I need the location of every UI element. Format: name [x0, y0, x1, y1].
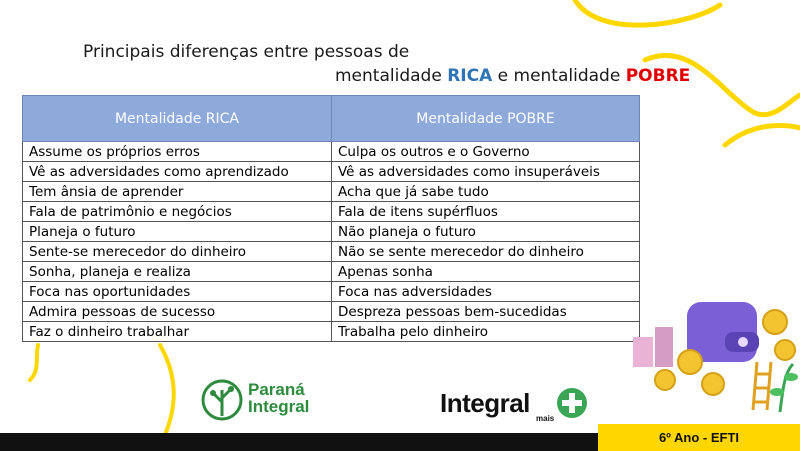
coin-icon — [775, 340, 795, 360]
integral-mais-logo: Integral — [440, 388, 530, 418]
title-middle: e mentalidade — [492, 66, 626, 86]
parana-integral-logo — [248, 381, 309, 415]
cell-pobre: Despreza pessoas bem-sucedidas — [332, 302, 640, 322]
table-row — [23, 202, 640, 222]
cell-rica: Faz o dinheiro trabalhar — [23, 322, 332, 342]
bar-icon — [633, 337, 653, 367]
table-row — [23, 182, 640, 202]
cell-rica: Fala de patrimônio e negócios — [23, 202, 332, 222]
cell-pobre: Foca nas adversidades — [332, 282, 640, 302]
cell-pobre: Apenas sonha — [332, 262, 640, 282]
logo-parana-line2: Integral — [248, 397, 310, 416]
title-pobre-word: POBRE — [625, 66, 691, 86]
coin-icon — [702, 373, 724, 395]
cell-pobre: Culpa os outros e o Governo — [332, 142, 640, 162]
wallet-coins-illustration — [625, 292, 800, 417]
table-row — [23, 222, 640, 242]
cell-pobre: Não se sente merecedor do dinheiro — [332, 242, 640, 262]
cell-pobre: Trabalha pelo dinheiro — [332, 322, 640, 342]
comparison-table — [22, 95, 640, 342]
coin-icon — [655, 370, 675, 390]
cell-rica: Admira pessoas de sucesso — [23, 302, 332, 322]
cell-pobre: Fala de itens supérfluos — [332, 202, 640, 222]
cell-rica: Planeja o futuro — [23, 222, 332, 242]
title-line-1: Principais diferenças entre pessoas de — [83, 42, 410, 62]
table-row — [23, 322, 640, 342]
table-row — [23, 302, 640, 322]
cell-rica: Tem ânsia de aprender — [23, 182, 332, 202]
table-row — [23, 282, 640, 302]
leaf-tree-icon — [200, 378, 245, 423]
plus-icon — [556, 387, 588, 419]
cell-pobre: Não planeja o futuro — [332, 222, 640, 242]
table-row — [23, 262, 640, 282]
grade-label: 6º Ano - EFTI — [598, 424, 800, 451]
coin-icon — [763, 310, 787, 334]
cell-rica: Sonha, planeja e realiza — [23, 262, 332, 282]
table-header-row — [23, 96, 640, 142]
cell-rica: Sente-se merecedor do dinheiro — [23, 242, 332, 262]
title-rica-word: RICA — [447, 66, 493, 86]
logo-parana-line1: Paraná — [248, 380, 305, 399]
title-prefix: mentalidade — [335, 66, 448, 86]
table-row — [23, 142, 640, 162]
coin-icon — [678, 350, 702, 374]
table-row — [23, 162, 640, 182]
title-line-2 — [335, 66, 690, 86]
cell-rica: Vê as adversidades como aprendizado — [23, 162, 332, 182]
cell-rica: Assume os próprios erros — [23, 142, 332, 162]
table-row — [23, 242, 640, 262]
cell-pobre: Vê as adversidades como insuperáveis — [332, 162, 640, 182]
cell-pobre: Acha que já sabe tudo — [332, 182, 640, 202]
cell-rica: Foca nas oportunidades — [23, 282, 332, 302]
header-rica: Mentalidade RICA — [23, 96, 332, 142]
integral-mais-sub: mais — [536, 414, 555, 423]
header-pobre: Mentalidade POBRE — [332, 96, 640, 142]
bar-icon — [655, 327, 673, 367]
